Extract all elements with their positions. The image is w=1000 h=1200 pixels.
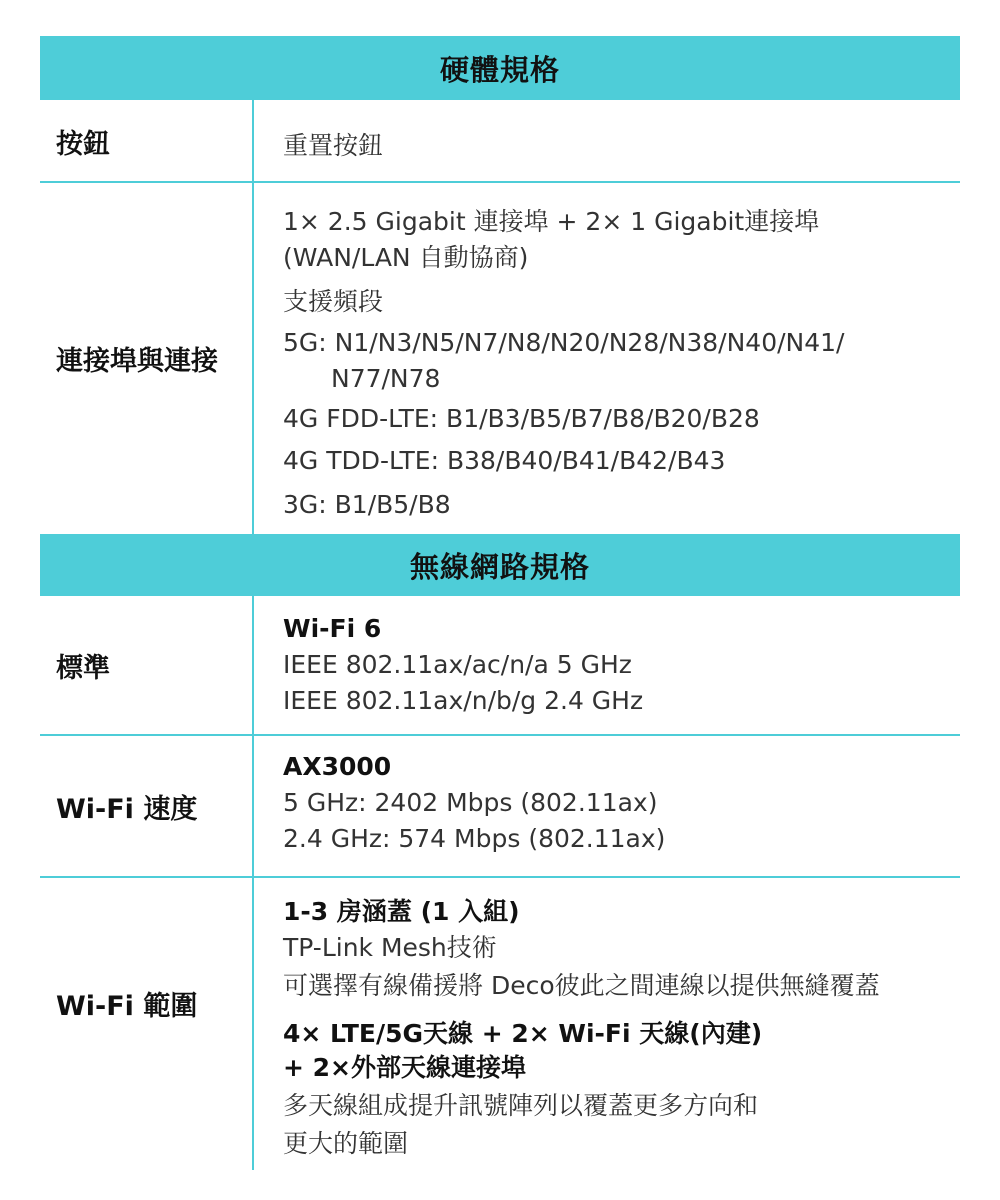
standard-line: IEEE 802.11ax/ac/n/a 5 GHz	[283, 650, 632, 679]
hardware-section-title: 硬體規格	[439, 52, 560, 87]
ports-line: N77/N78	[331, 364, 441, 393]
ports-line: 5G: N1/N3/N5/N7/N8/N20/N28/N38/N40/N41/	[283, 328, 845, 357]
coverage-line: 可選擇有線備援將 Deco彼此之間連線以提供無縫覆蓋	[283, 971, 880, 1000]
standard-line: IEEE 802.11ax/n/b/g 2.4 GHz	[283, 686, 644, 715]
coverage-line: 多天線組成提升訊號陣列以覆蓋更多方向和	[283, 1091, 759, 1120]
coverage-line: TP-Link Mesh技術	[283, 933, 497, 962]
ports-row-label: 連接埠與連接	[56, 346, 218, 377]
wireless-section-title: 無線網路規格	[409, 549, 590, 584]
speed-heading: AX3000	[283, 752, 392, 781]
button-row-label: 按鈕	[56, 128, 110, 160]
coverage-heading: + 2×外部天線連接埠	[283, 1053, 526, 1082]
speed-line: 2.4 GHz: 574 Mbps (802.11ax)	[283, 824, 666, 853]
ports-line: (WAN/LAN 自動協商)	[283, 243, 529, 272]
ports-line: 1× 2.5 Gigabit 連接埠 + 2× 1 Gigabit連接埠	[283, 207, 820, 236]
wireless-section-header	[40, 534, 960, 596]
button-row-value: 重置按鈕	[283, 131, 384, 160]
speed-line: 5 GHz: 2402 Mbps (802.11ax)	[283, 788, 658, 817]
coverage-line: 更大的範圍	[283, 1129, 409, 1158]
ports-line: 3G: B1/B5/B8	[283, 490, 451, 519]
hardware-section-header	[40, 36, 960, 100]
ports-line: 4G TDD-LTE: B38/B40/B41/B42/B43	[283, 446, 726, 475]
column-divider	[252, 596, 254, 1170]
ports-line: 支援頻段	[283, 287, 384, 316]
column-divider	[252, 100, 254, 534]
spec-sheet	[40, 36, 960, 1170]
coverage-heading: 4× LTE/5G天線 + 2× Wi-Fi 天線(內建)	[283, 1019, 763, 1048]
standard-row-label: 標準	[56, 652, 110, 684]
coverage-row-label: Wi-Fi 範圍	[56, 990, 198, 1022]
ports-line: 4G FDD-LTE: B1/B3/B5/B7/B8/B20/B28	[283, 404, 760, 433]
speed-row-label: Wi-Fi 速度	[56, 793, 198, 825]
standard-heading: Wi-Fi 6	[283, 614, 382, 643]
coverage-heading: 1-3 房涵蓋 (1 入組)	[283, 897, 520, 926]
